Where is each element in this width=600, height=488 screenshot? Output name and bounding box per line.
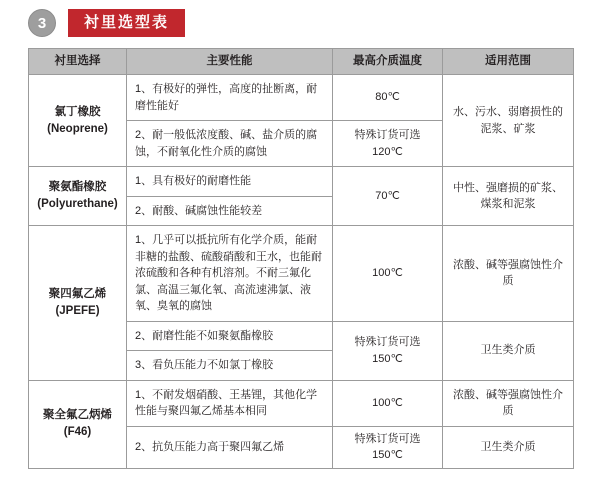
performance-cell: 3、看负压能力不如氯丁橡胶 xyxy=(127,351,333,381)
table-row xyxy=(29,75,574,121)
lining-name-cell xyxy=(29,167,127,226)
performance-cell: 1、几乎可以抵抗所有化学介质，能耐非糖的盐酸、硫酸硝酸和王水，也能耐浓硫酸和各种有机溶剂。不耐三氟化氯、高温三氟化氧、高流速沸氯、液氧、臭氧的腐蚀 xyxy=(127,226,333,322)
temp-value: 150℃ xyxy=(372,352,403,365)
column-header-scope: 适用范围 xyxy=(443,49,574,75)
max-temperature-cell xyxy=(333,426,443,468)
scope-cell: 水、污水、弱磨损性的泥浆、矿浆 xyxy=(443,75,574,167)
lining-name-cn: 聚全氟乙炳烯 xyxy=(43,409,112,422)
max-temperature-cell: 80℃ xyxy=(333,75,443,121)
lining-name-en: (Neoprene) xyxy=(47,122,108,135)
performance-cell: 1、不耐发烟硝酸、王基锂，其他化学性能与聚四氟乙烯基本相同 xyxy=(127,380,333,426)
lining-name-cell xyxy=(29,226,127,381)
temp-note: 特殊订货可选 xyxy=(354,129,421,141)
max-temperature-cell: 100℃ xyxy=(333,226,443,322)
temp-note: 特殊订货可选 xyxy=(354,432,421,445)
temp-value: 120℃ xyxy=(372,145,403,158)
section-header xyxy=(28,8,185,38)
scope-cell: 中性、强磨损的矿浆、煤浆和泥浆 xyxy=(443,167,574,226)
lining-name-en: (JPEFE) xyxy=(55,304,100,317)
temp-note: 特殊订货可选 xyxy=(354,336,421,348)
lining-name-en: (F46) xyxy=(63,426,92,438)
lining-name-cell xyxy=(29,380,127,468)
section-number-badge: 3 xyxy=(28,9,56,37)
lining-name-cell xyxy=(29,75,127,167)
max-temperature-cell: 70℃ xyxy=(333,167,443,226)
lining-name-cn: 聚氨酯橡胶 xyxy=(48,181,107,194)
table-header-row xyxy=(29,49,574,75)
page-title: 衬里选型表 xyxy=(68,9,185,37)
table-row xyxy=(29,167,574,197)
lining-name-cn: 聚四氟乙烯 xyxy=(48,288,107,301)
table-header xyxy=(29,49,574,75)
scope-cell: 卫生类介质 xyxy=(443,321,574,380)
performance-cell: 1、有极好的弹性，高度的扯断离，耐磨性能好 xyxy=(127,75,333,121)
column-header-lining: 衬里选择 xyxy=(29,49,127,75)
max-temperature-cell xyxy=(333,321,443,380)
max-temperature-cell xyxy=(333,121,443,167)
max-temperature-cell: 100℃ xyxy=(333,380,443,426)
column-header-performance: 主要性能 xyxy=(127,49,333,75)
lining-selection-table-wrapper xyxy=(28,48,573,469)
performance-cell: 1、具有极好的耐磨性能 xyxy=(127,167,333,197)
lining-name-cn: 氯丁橡胶 xyxy=(54,105,101,118)
table-row xyxy=(29,226,574,322)
performance-cell: 2、耐酸、碱腐蚀性能较差 xyxy=(127,196,333,226)
table-body xyxy=(29,75,574,469)
scope-cell: 浓酸、碱等强腐蚀性介质 xyxy=(443,380,574,426)
temp-value: 150℃ xyxy=(372,449,403,461)
performance-cell: 2、抗负压能力高于聚四氟乙烯 xyxy=(127,426,333,468)
performance-cell: 2、耐一般低浓度酸、碱、盐介质的腐蚀，不耐氧化性介质的腐蚀 xyxy=(127,121,333,167)
lining-name-en: (Polyurethane) xyxy=(37,198,118,210)
performance-cell: 2、耐磨性能不如聚氨酯橡胶 xyxy=(127,321,333,351)
scope-cell: 浓酸、碱等强腐蚀性介质 xyxy=(443,226,574,322)
column-header-max-temp: 最高介质温度 xyxy=(333,49,443,75)
table-row xyxy=(29,380,574,426)
lining-selection-table xyxy=(28,48,574,469)
scope-cell: 卫生类介质 xyxy=(443,426,574,468)
